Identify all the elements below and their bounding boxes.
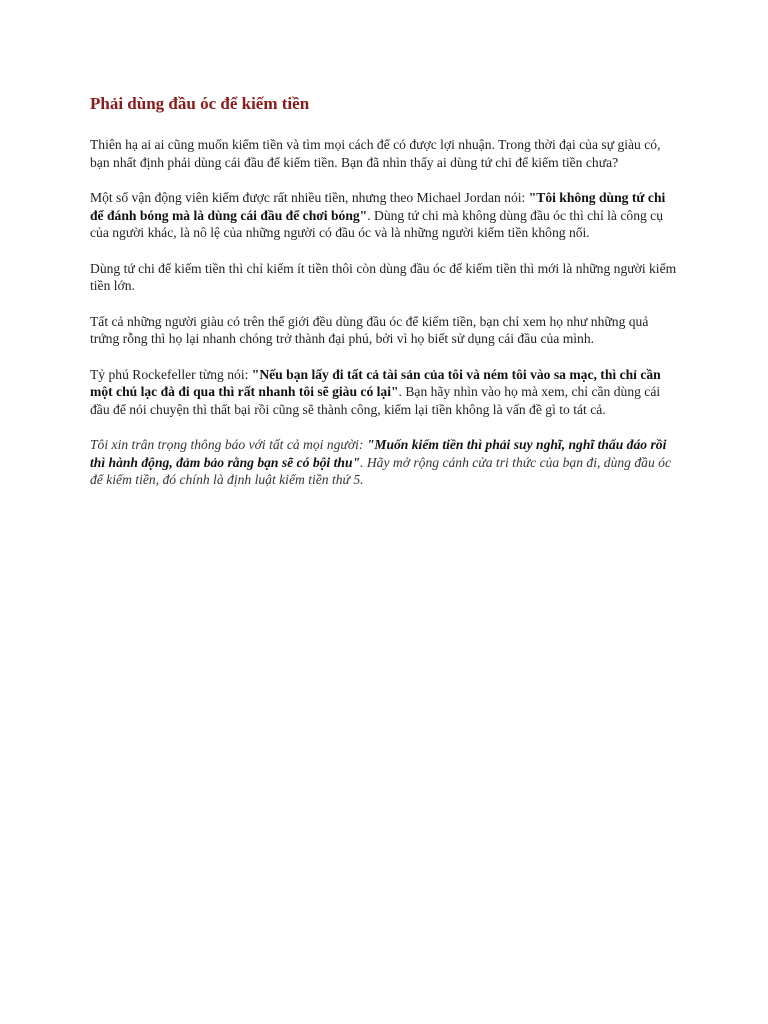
paragraph-5-intro: Tỷ phú Rockefeller từng nói: bbox=[90, 366, 252, 382]
paragraph-2-quote: "Tôi không dùng tứ chi để đánh bóng mà là dùng cái đầu để chơi bóng" bbox=[90, 190, 666, 223]
paragraph-5-quote: "Nếu bạn lấy đi tất cả tài sản của tôi và ném tôi vào sa mạc, thì chỉ cần một chú lạc đà đi qua thì rất nhanh tôi sẽ giàu có lại" bbox=[90, 366, 661, 399]
paragraph-2-intro: Một số vận động viên kiếm được rất nhiều tiền, nhưng theo Michael Jordan nói: bbox=[90, 190, 529, 205]
paragraph-6 bbox=[90, 436, 680, 489]
paragraph-4: Tất cả những người giàu có trên thế giới đều dùng đầu óc để kiếm tiền, bạn chỉ xem họ như những quả trứng rỗng thì họ lại nhanh chóng trở thành đại phú, bởi vì họ biết sử dụng cái đầu của mình. bbox=[90, 313, 649, 346]
paragraph-2 bbox=[90, 189, 680, 242]
paragraph-1: Thiên hạ ai ai cũng muốn kiếm tiền và tìm mọi cách để có được lợi nhuận. Trong thời đại của sự giàu có, bạn nhất định phải dùng cái đầu để kiếm tiền. Bạn đã nhìn thấy ai dùng tứ chi để kiếm tiền chưa? bbox=[90, 137, 661, 170]
paragraph-2-rest: . Dùng tứ chi mà không dùng đầu óc thì chỉ là công cụ của người khác, là nô lệ của những người có đầu óc và là những người kiếm tiền không nổi. bbox=[90, 207, 664, 240]
paragraph-6-rest: . Hãy mở rộng cánh cửa tri thức của bạn đi, dùng đầu óc để kiếm tiền, đó chính là định luật kiếm tiền thứ 5. bbox=[90, 454, 671, 487]
paragraph-6-intro: Tôi xin trân trọng thông báo với tất cả mọi người: bbox=[90, 437, 367, 452]
paragraph-3: Dùng tứ chi để kiếm tiền thì chỉ kiếm ít tiền thôi còn dùng đầu óc để kiếm tiền thì mới là những người kiếm tiền lớn. bbox=[90, 260, 677, 293]
paragraph-5 bbox=[90, 366, 680, 419]
paragraph-6-quote: "Muốn kiếm tiền thì phải suy nghĩ, nghĩ thấu đáo rồi thì hành động, đảm bảo rằng bạn sẽ có bội thu" bbox=[90, 437, 667, 470]
article-title: Phải dùng đầu óc để kiếm tiền bbox=[90, 94, 310, 113]
paragraph-5-rest: . Bạn hãy nhìn vào họ mà xem, chỉ cần dùng cái đầu để nói chuyện thì thất bại rồi cũng sẽ thành công, kiếm lại tiền không là vấn đề gì to tát cả. bbox=[90, 384, 661, 417]
